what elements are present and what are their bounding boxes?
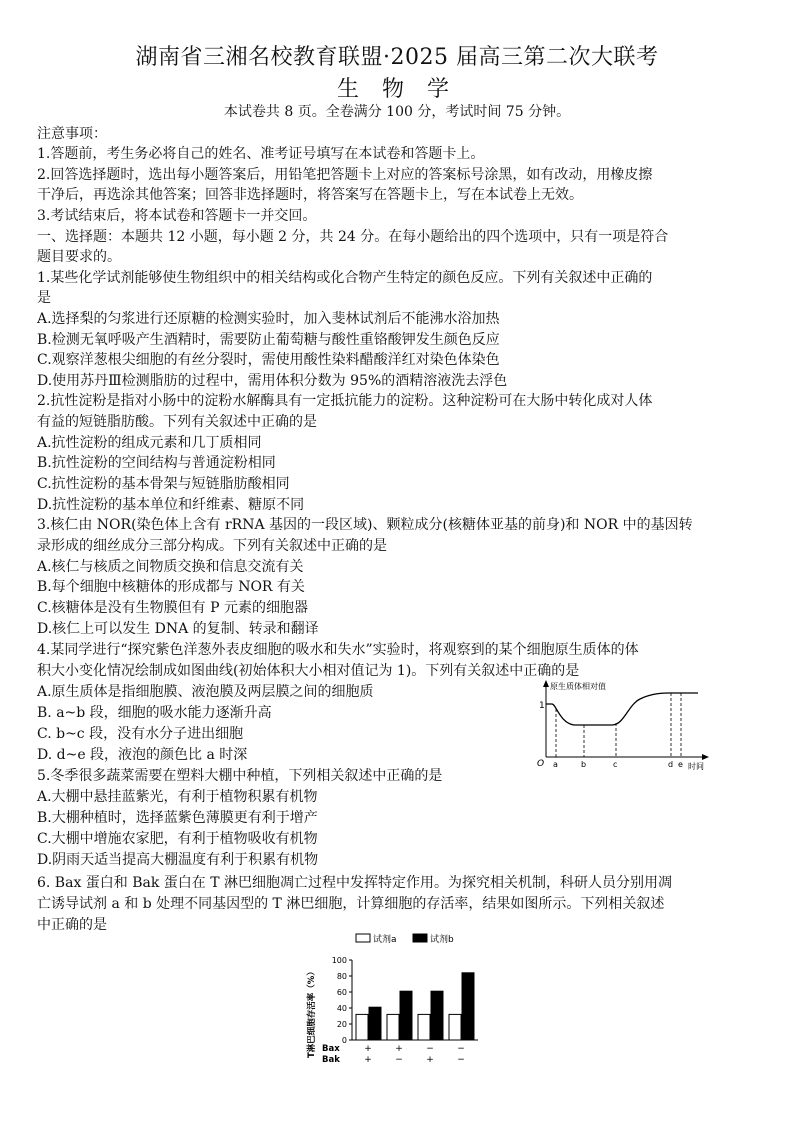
bar-b (462, 973, 474, 1040)
section-heading-1: 一、选择题：本题共 12 小题，每小题 2 分，共 24 分。在每小题给出的四个选项中，只有一项是符合 (37, 229, 669, 245)
bak-sign: + (364, 1055, 372, 1065)
exam-info: 本试卷共 8 页。全卷满分 100 分，考试时间 75 分钟。 (223, 104, 571, 120)
q5-option-c: C.大棚中增施农家肥，有利于植物吸收有机物 (37, 831, 318, 847)
note-2b: 干净后，再选涂其他答案；回答非选择题时，将答案写在答题卡上，写在本试卷上无效。 (37, 187, 583, 203)
y-tick-label: 100 (331, 956, 347, 965)
q2-stem-2: 有益的短链脂肪酸。下列有关叙述中正确的是 (37, 414, 317, 430)
q4-y-label: 原生质体相对值 (550, 682, 606, 691)
q3-option-a: A.核仁与核质之间物质交换和信息交流有关 (37, 559, 304, 575)
q4-option-a: A.原生质体是指细胞膜、液泡膜及两层膜之间的细胞质 (37, 684, 374, 700)
bax-sign: − (426, 1044, 434, 1054)
legend-label-a: 试剂a (373, 935, 397, 945)
q6-stem-2: 亡诱导试剂 a 和 b 处理不同基因型的 T 淋巴细胞，计算细胞的存活率，结果如图所示。下列相关叙述 (37, 896, 665, 912)
q4-one-label: 1 (539, 701, 545, 711)
row-label-bak: Bak (322, 1055, 340, 1065)
q4-origin-label: O (537, 759, 545, 769)
q3-option-b: B.每个细胞中核糖体的形成都与 NOR 有关 (37, 579, 305, 595)
section-heading-2: 题目要求的。 (37, 249, 121, 265)
q4-tick-a: a (553, 760, 558, 769)
q1-option-b: B.检测无氧呼吸产生酒精时，需要防止葡萄糖与酸性重铬酸钾发生颜色反应 (37, 332, 500, 348)
exam-title: 湖南省三湘名校教育联盟·2025 届高三第二次大联考 (135, 45, 659, 70)
subject-title: 生 物 学 (337, 77, 457, 102)
bax-sign: − (457, 1044, 465, 1054)
notes-heading: 注意事项： (37, 126, 107, 142)
q4-y-arrow (543, 680, 549, 687)
q4-stem-1: 4.某同学进行“探究紫色洋葱外表皮细胞的吸水和失水”实验时，将观察到的某个细胞原生质体的体 (37, 642, 639, 658)
q4-tick-b: b (581, 760, 587, 769)
q1-option-d: D.使用苏丹Ⅲ检测脂肪的过程中，需用体积分数为 95%的酒精溶液洗去浮色 (37, 373, 508, 389)
chart-y-label: T淋巴细胞存活率（%） (307, 967, 317, 1058)
q5-stem: 5.冬季很多蔬菜需要在塑料大棚中种植，下列相关叙述中正确的是 (37, 768, 443, 784)
q4-stem-2: 积大小变化情况绘制成如图曲线(初始体积大小相对值记为 1)。下列有关叙述中正确的是 (37, 663, 580, 679)
q1-option-a: A.选择梨的匀浆进行还原糖的检测实验时，加入斐林试剂后不能沸水浴加热 (37, 311, 500, 327)
bak-sign: − (395, 1055, 403, 1065)
q3-stem-2: 录形成的细丝成分三部分构成。下列有关叙述中正确的是 (37, 538, 387, 554)
bak-sign: + (426, 1055, 434, 1065)
q6-stem-3: 中正确的是 (37, 917, 107, 933)
q4-tick-d: d (668, 760, 674, 769)
q2-stem-1: 2.抗性淀粉是指对小肠中的淀粉水解酶具有一定抵抗能力的淀粉。这种淀粉可在大肠中转化成对人体 (37, 393, 653, 409)
row-label-bax: Bax (322, 1044, 340, 1054)
y-tick-label: 80 (336, 972, 347, 981)
y-tick-label: 40 (336, 1004, 347, 1013)
note-3: 3.考试结束后，将本试卷和答题卡一并交回。 (37, 208, 317, 224)
y-tick-label: 0 (341, 1036, 347, 1045)
q4-x-arrow (702, 754, 709, 760)
q6-bar-chart (300, 930, 490, 1070)
bar-a (387, 1014, 399, 1040)
q3-option-c: C.核糖体是没有生物膜但有 P 元素的细胞器 (37, 600, 308, 616)
q4-option-c: C. b~c 段，没有水分子进出细胞 (37, 726, 244, 742)
q5-option-d: D.阴雨天适当提高大棚温度有利于积累有机物 (37, 852, 319, 868)
q2-option-c: C.抗性淀粉的基本骨架与短链脂肪酸相同 (37, 476, 290, 492)
chart-category-labels (322, 1044, 465, 1065)
bak-sign: − (457, 1055, 465, 1065)
q4-tick-c: c (613, 760, 618, 769)
bar-a (449, 1014, 461, 1040)
chart-bars (356, 973, 474, 1040)
bax-sign: + (364, 1044, 372, 1054)
q4-option-b: B. a~b 段，细胞的吸水能力逐渐升高 (37, 705, 272, 721)
q1-option-c: C.观察洋葱根尖细胞的有丝分裂时，需使用酸性染料醋酸洋红对染色体染色 (37, 352, 500, 368)
q3-option-d: D.核仁上可以发生 DNA 的复制、转录和翻译 (37, 621, 319, 637)
q1-stem-2: 是 (37, 290, 51, 306)
bar-b (369, 1007, 381, 1040)
q2-option-d: D.抗性淀粉的基本单位和纤维素、糖原不同 (37, 497, 305, 513)
q4-volume-curve (546, 693, 698, 725)
q2-option-a: A.抗性淀粉的组成元素和几丁质相同 (37, 435, 262, 451)
bax-sign: + (395, 1044, 403, 1054)
legend-swatch-a (356, 934, 370, 942)
bar-b (431, 991, 443, 1040)
q6-stem-1: 6. Bax 蛋白和 Bak 蛋白在 T 淋巴细胞凋亡过程中发挥特定作用。为探究相关机制，科研人员分别用凋 (37, 875, 673, 891)
q4-tick-e: e (678, 760, 683, 769)
note-1: 1.答题前，考生务必将自己的姓名、准考证号填写在本试卷和答题卡上。 (37, 146, 485, 162)
bar-b (400, 991, 412, 1040)
q1-stem-1: 1.某些化学试剂能够使生物组织中的相关结构或化合物产生特定的颜色反应。下列有关叙述中正确的 (37, 270, 653, 286)
legend-swatch-b (413, 934, 427, 942)
q4-option-d: D. d~e 段，液泡的颜色比 a 时深 (37, 747, 248, 763)
q4-curve-figure (536, 679, 718, 771)
bar-a (356, 1014, 368, 1040)
legend-label-b: 试剂b (430, 935, 454, 945)
bar-a (418, 1014, 430, 1040)
q2-option-b: B.抗性淀粉的空间结构与普通淀粉相同 (37, 455, 276, 471)
note-2a: 2.回答选择题时，选出每小题答案后，用铅笔把答题卡上对应的答案标号涂黑，如有改动，用橡皮擦 (37, 167, 653, 183)
q3-stem-1: 3.核仁由 NOR(染色体上含有 rRNA 基因的一段区域)、颗粒成分(核糖体亚基的前身)和 NOR 中的基因转 (37, 517, 693, 533)
q4-x-label: 时间 (688, 762, 704, 771)
y-tick-label: 20 (336, 1020, 347, 1029)
q5-option-a: A.大棚中悬挂蓝紫光，有利于植物积累有机物 (37, 789, 318, 805)
q5-option-b: B.大棚种植时，选择蓝紫色薄膜更有利于增产 (37, 810, 318, 826)
y-tick-label: 60 (336, 988, 347, 997)
